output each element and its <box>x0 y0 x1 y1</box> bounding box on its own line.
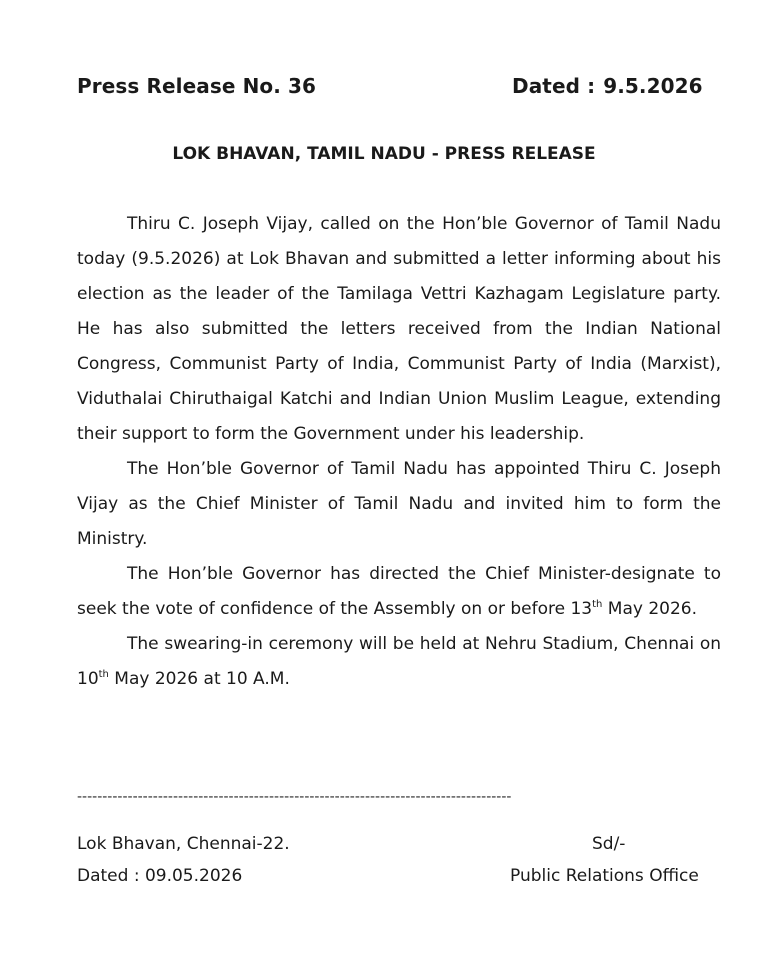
signature-mark: Sd/- <box>592 834 626 854</box>
ordinal-suffix: th <box>592 599 603 610</box>
header-date <box>512 74 703 98</box>
paragraph-1: Thiru C. Joseph Vijay, called on the Hon’ble Governor of Tamil Nadu today (9.5.2026) at Lok Bhavan and submitted a letter informing about his election as the leader of the Tamilaga Vettri Kazhagam Legislature party. He has also submitted the letters received from the Indian National Congress, Communist Party of India, Communist Party of India (Marxist), Viduthalai Chiruthaigal Katchi and Indian Union Muslim League, extending their support to form the Government under his leadership. <box>77 214 721 444</box>
paragraph-2: The Hon’ble Governor of Tamil Nadu has appointed Thiru C. Joseph Vijay as the Chief Minister of Tamil Nadu and invited him to form the Ministry. <box>77 459 721 549</box>
paragraph-3-text: The Hon’ble Governor has directed the Chief Minister-designate to seek the vote of confidence of the Assembly on or before 13 <box>77 564 721 619</box>
document-title: LOK BHAVAN, TAMIL NADU - PRESS RELEASE <box>172 144 596 164</box>
press-release-number: Press Release No. 36 <box>77 74 317 98</box>
document-body <box>77 207 721 697</box>
header-date-label: Dated : <box>512 74 596 98</box>
footer-location: Lok Bhavan, Chennai-22. <box>77 834 290 854</box>
document-header <box>77 74 717 104</box>
ordinal-suffix: th <box>98 669 109 680</box>
paragraph-4 <box>77 627 721 697</box>
footer-date: Dated : 09.05.2026 <box>77 866 243 886</box>
paragraph-3 <box>77 557 721 627</box>
header-date-value: 9.5.2026 <box>603 74 703 98</box>
paragraph-4-text: The swearing-in ceremony will be held at Nehru Stadium, Chennai on 10 <box>77 634 721 689</box>
paragraph-3-text-end: May 2026. <box>602 599 698 619</box>
paragraph-4-text-end: May 2026 at 10 A.M. <box>108 669 290 689</box>
issuing-office: Public Relations Office <box>510 866 699 886</box>
dashed-divider: -------------------------------------------------------------------------------------- <box>77 789 512 805</box>
